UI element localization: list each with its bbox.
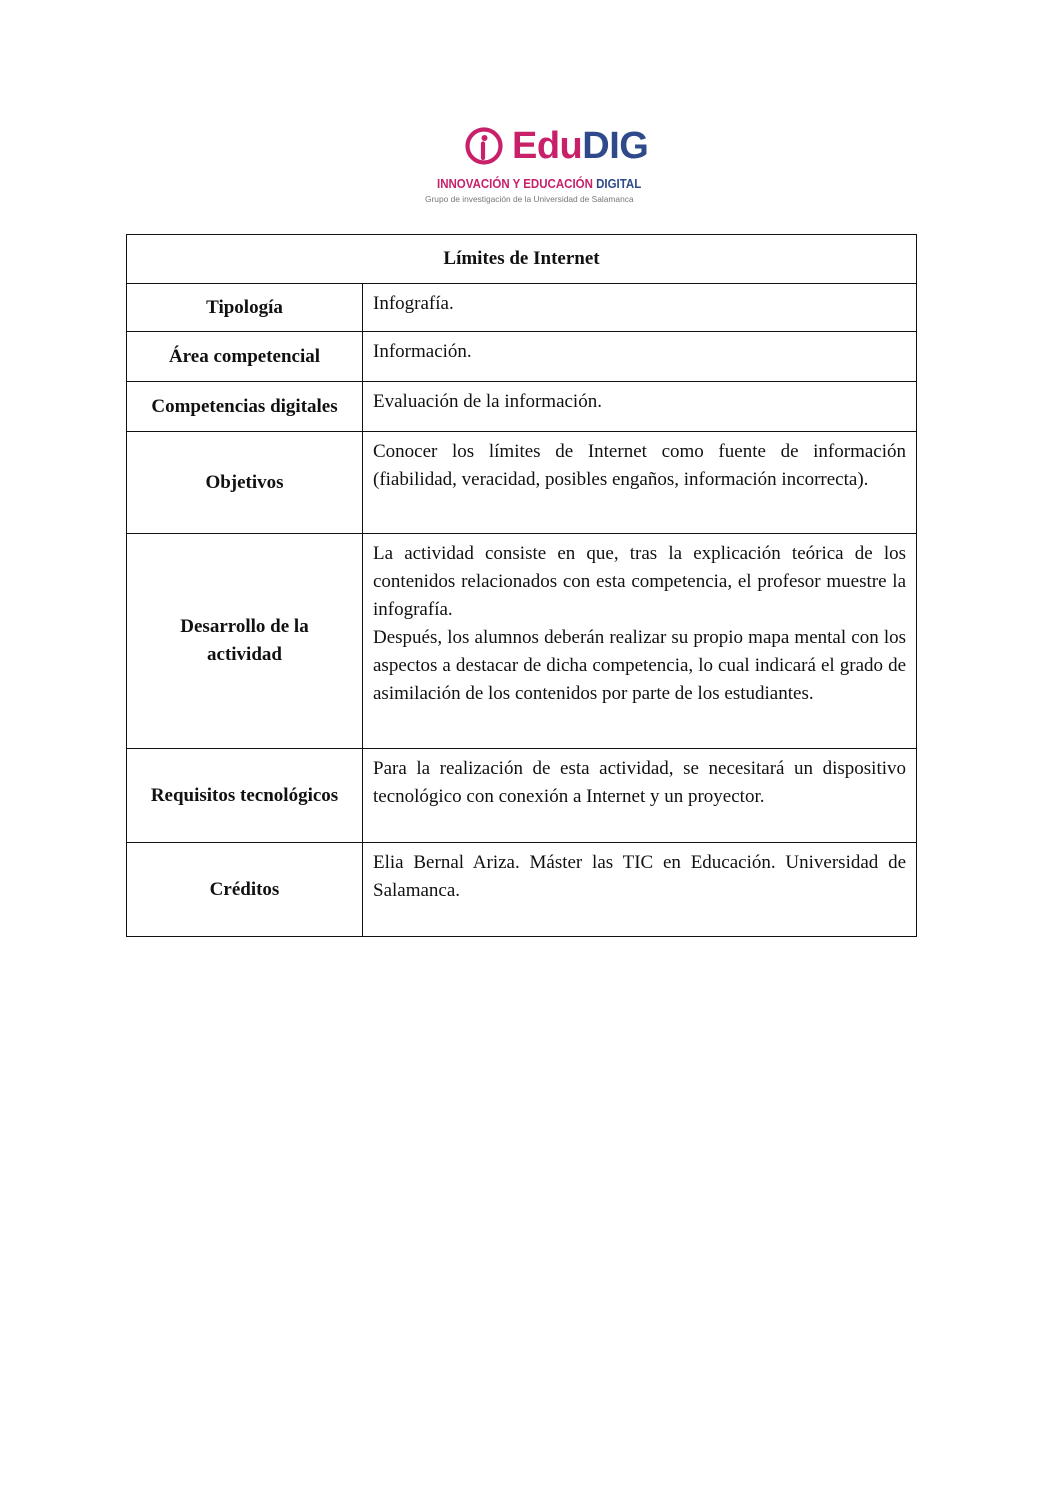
table-title: Límites de Internet — [127, 235, 917, 284]
table-row — [127, 382, 917, 432]
row-value-requisitos: Para la realización de esta actividad, se necesitará un dispositivo tecnológico con conexión a Internet y un proyector. — [363, 749, 917, 843]
logo-tagline-part1: INNOVACIÓN Y EDUCACIÓN — [437, 177, 597, 191]
desarrollo-paragraph-1: La actividad consiste en que, tras la explicación teórica de los contenidos relacionados con esta competencia, el profesor muestre la infografía. — [373, 543, 907, 620]
row-value-creditos: Elia Bernal Ariza. Máster las TIC en Educación. Universidad de Salamanca. — [363, 843, 917, 937]
row-value-competencias: Evaluación de la información. — [363, 382, 917, 432]
logo-wordmark — [512, 124, 648, 168]
row-label-creditos: Créditos — [127, 843, 363, 937]
table-row — [127, 332, 917, 382]
table-row — [127, 749, 917, 843]
row-label-objetivos: Objetivos — [127, 432, 363, 534]
row-label-competencias: Competencias digitales — [127, 382, 363, 432]
row-label-tipologia: Tipología — [127, 284, 363, 332]
logo-word-dig: DIG — [582, 125, 649, 167]
table-title-row — [127, 235, 917, 284]
info-circle-icon — [464, 126, 504, 166]
logo-mark — [420, 124, 649, 170]
activity-table — [126, 234, 917, 937]
edudig-logo — [420, 124, 649, 208]
row-label-desarrollo: Desarrollo de la actividad — [127, 534, 363, 749]
row-label-area: Área competencial — [127, 332, 363, 382]
row-value-desarrollo — [363, 534, 917, 749]
row-value-tipologia: Infografía. — [363, 284, 917, 332]
logo-tagline-part2: DIGITAL — [596, 177, 642, 191]
table-row — [127, 284, 917, 332]
logo-subtitle: Grupo de investigación de la Universidad de Salamanca — [425, 194, 634, 204]
table-row — [127, 843, 917, 937]
table-row — [127, 534, 917, 749]
logo-word-edu: Edu — [512, 125, 583, 167]
desarrollo-paragraph-2: Después, los alumnos deberán realizar su propio mapa mental con los aspectos a destacar de dicha competencia, lo cual indicará el grado de asimilación de los contenidos por parte de los estudiantes. — [373, 627, 907, 704]
row-value-objetivos: Conocer los límites de Internet como fuente de información (fiabilidad, veracidad, posibles engaños, información incorrecta). — [363, 432, 917, 534]
row-label-requisitos: Requisitos tecnológicos — [127, 749, 363, 843]
row-value-area: Información. — [363, 332, 917, 382]
logo-tagline — [437, 177, 641, 191]
table-row — [127, 432, 917, 534]
